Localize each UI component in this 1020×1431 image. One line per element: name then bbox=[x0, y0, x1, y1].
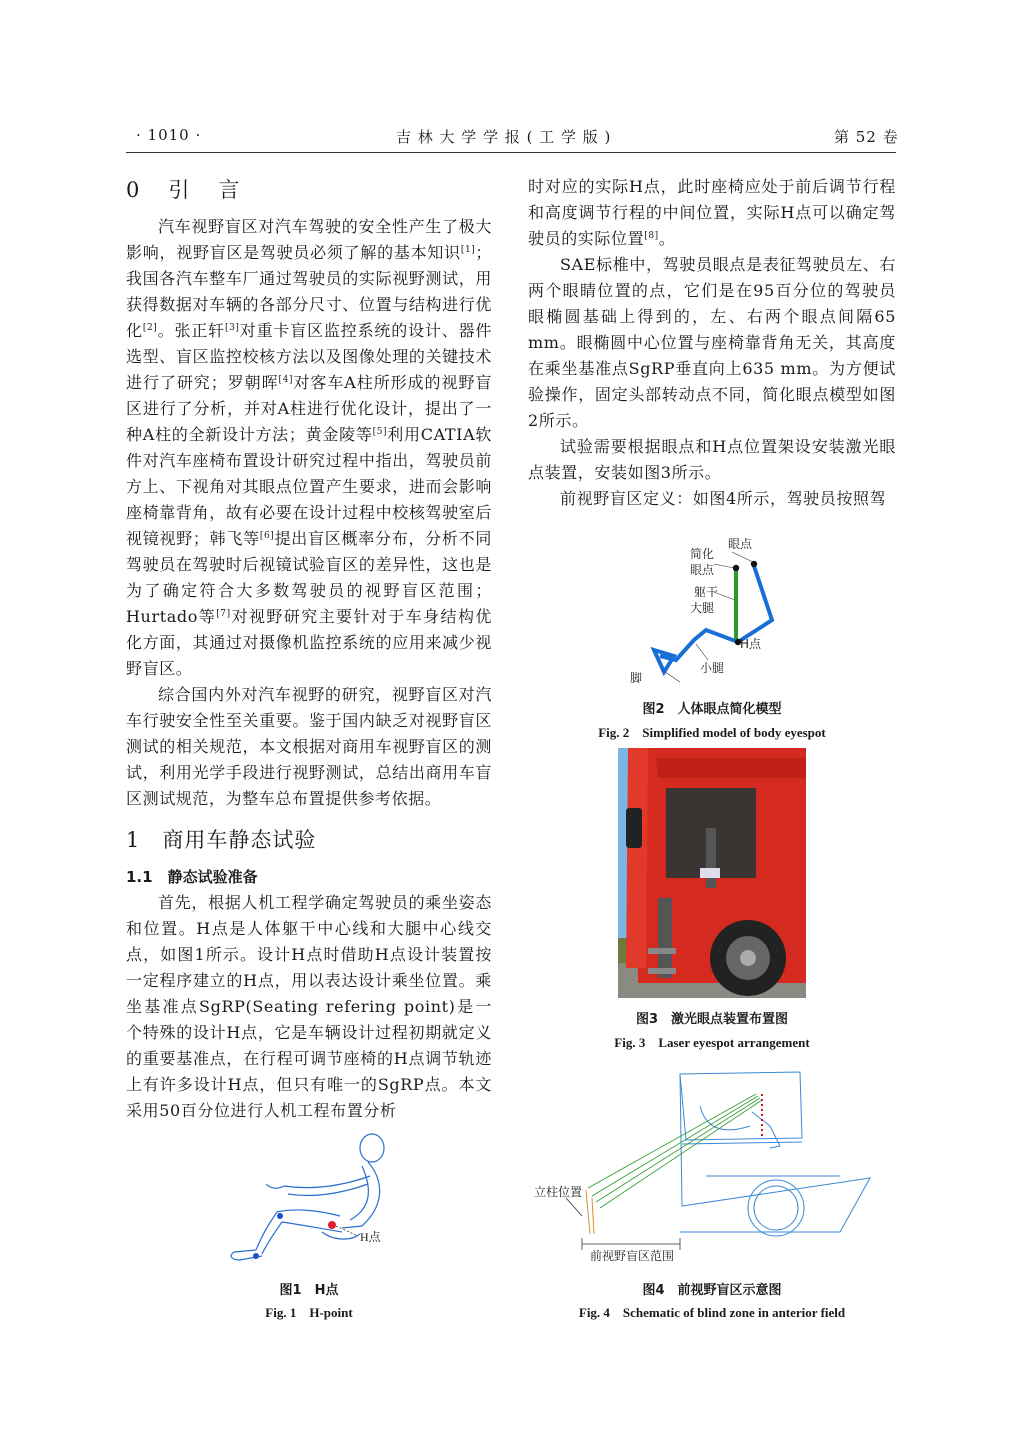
section-heading-intro: 0 引 言 bbox=[126, 178, 244, 202]
page-number: · 1010 · bbox=[136, 126, 202, 144]
figure-3-truck-photo bbox=[618, 748, 806, 998]
header-rule bbox=[126, 152, 896, 153]
figure-1-knee-marker bbox=[277, 1213, 283, 1219]
figure-2-caption-cn: 图2 人体眼点简化模型 bbox=[642, 702, 782, 717]
figure-4-blind-zone bbox=[530, 1066, 880, 1266]
figure-2-label-simple-1: 简化 bbox=[690, 547, 715, 561]
figure-2-foot-shape bbox=[654, 650, 674, 672]
right-paragraph-1: 时对应的实际H点，此时座椅应处于前后调节行程和高度调节行程的中间位置，实际H点可以确定驾驶员的实际位置[8]。 bbox=[528, 177, 896, 248]
figure-4-label-pillar: 立柱位置 bbox=[534, 1185, 583, 1199]
subsection-heading-1-1: 1.1 静态试验准备 bbox=[126, 868, 258, 886]
figure-1-h-point-marker bbox=[328, 1221, 336, 1229]
figure-3-caption-en: Fig. 3 Laser eyespot arrangement bbox=[614, 1035, 810, 1050]
figure-2-eye bbox=[751, 561, 757, 567]
figure-2-label-thigh: 大腿 bbox=[690, 601, 715, 615]
right-paragraph-2: SAE标椎中，驾驶员眼点是表征驾驶员左、右两个眼睛位置的点，它们是在95百分位的驾驶员眼椭圆基础上得到的，左、右两个眼点间隔65 mm。眼椭圆中心位置与座椅靠背角无关，其高度在乘坐基准点SgRP垂直向上635 mm。为方便试验操作，固定头部转动点不同，简化眼点模型如图2所示。 bbox=[528, 255, 896, 430]
figure-1-caption-cn: 图1 H点 bbox=[279, 1283, 339, 1298]
figure-3-caption-cn: 图3 激光眼点装置布置图 bbox=[635, 1012, 789, 1027]
volume-number: 第 52 卷 bbox=[834, 128, 899, 146]
journal-title: 吉 林 大 学 学 报 ( 工 学 版 ) bbox=[396, 128, 612, 146]
figure-1-caption-en: Fig. 1 H-point bbox=[265, 1305, 353, 1320]
figure-2-label-eye: 眼点 bbox=[728, 537, 753, 551]
figure-1-thigh bbox=[277, 1210, 340, 1216]
intro-paragraph-2: 综合国内外对汽车视野的研究，视野盲区对汽车行驶安全性至关重要。鉴于国内缺乏对视野盲区测试的相关规范，本文根据对商用车视野盲区的测试，利用光学手段进行视野测试，总结出商用车盲区测试规范，为整车总布置提供参考依据。 bbox=[126, 685, 492, 808]
static-paragraph-1: 首先，根据人机工程学确定驾驶员的乘坐姿态和位置。H点是人体躯干中心线和大腿中心线交点，如图1所示。设计H点时借助H点设计装置按一定程序建立的H点，用以表达设计乘坐位置。乘坐基准点SgRP(Seating refering point)是一个特殊的设计H点，它是车辆设计过程初期就定义的重要基准点，在行程可调节座椅的H点调节轨迹上有许多设计H点，但只有唯一的SgRP点。本文采用50百分位进行人机工程布置分析 bbox=[126, 893, 492, 1120]
figure-1-seat bbox=[322, 1232, 360, 1239]
figure-1-label-h: H点 bbox=[360, 1230, 381, 1244]
figure-1-hpoint bbox=[222, 1128, 422, 1268]
figure-2-label-shank: 小腿 bbox=[700, 661, 725, 675]
figure-4-sight-line-1 bbox=[588, 1094, 756, 1188]
figure-4-caption-en: Fig. 4 Schematic of blind zone in anterior field bbox=[578, 1305, 846, 1320]
right-paragraph-4: 前视野盲区定义：如图4所示，驾驶员按照驾 bbox=[560, 489, 887, 508]
figure-2-caption-en: Fig. 2 Simplified model of body eyespot bbox=[598, 725, 826, 740]
figure-2-label-h: H点 bbox=[740, 637, 762, 651]
figure-4-pillar bbox=[586, 1190, 590, 1234]
figure-3-open-door bbox=[626, 748, 648, 968]
figure-2-label-foot: 脚 bbox=[630, 671, 643, 685]
left-column-intro bbox=[126, 214, 492, 812]
intro-paragraph-1: 汽车视野盲区对汽车驾驶的安全性产生了极大影响，视野盲区是驾驶员必须了解的基本知识[1]；我国各汽车整车厂通过驾驶员的实际视野测试，用获得数据对车辆的各部分尺寸、位置与结构进行优化[2]。张正轩[3]对重卡盲区监控系统的设计、器件选型、盲区监控校核方法以及图像处理的关键技术进行了研究；罗朝晖[4]对客车A柱所形成的视野盲区进行了分析，并对A柱进行优化设计，提出了一种A柱的全新设计方法；黄金陵等[5]利用CATIA软件对汽车座椅布置设计研究过程中指出，驾驶员前方上、下视角对其眼点位置产生要求，进而会影响座椅靠背角，故有必要在设计过程中校核驾驶室后视镜视野；韩飞等[6]提出盲区概率分布，分析不同驾驶员在驾驶时后视镜试验盲区的差异性，这也是为了确定符合大多数驾驶员的视野盲区范围；Hurtado等[7]对视野研究主要针对于车身结构优化方面，其通过对摄像机监控系统的应用来减少视野盲区。 bbox=[126, 217, 492, 678]
figure-1-ankle-marker bbox=[253, 1253, 259, 1259]
figure-4-label-zone: 前视野盲区范围 bbox=[590, 1249, 675, 1263]
figure-4-wheel bbox=[748, 1180, 804, 1236]
figure-1-torso bbox=[342, 1162, 380, 1228]
figure-2-eyespot-model bbox=[616, 530, 806, 690]
figure-4-caption-cn: 图4 前视野盲区示意图 bbox=[642, 1283, 782, 1298]
right-column-text bbox=[528, 174, 896, 512]
section-heading-1: 1 商用车静态试验 bbox=[126, 828, 317, 852]
right-paragraph-3: 试验需要根据眼点和H点位置架设安装激光眼点装置，安装如图3所示。 bbox=[528, 437, 896, 482]
figure-2-back-line bbox=[738, 566, 772, 642]
left-column-static bbox=[126, 890, 492, 1124]
figure-2-label-torso: 躯干 bbox=[694, 585, 719, 599]
figure-2-label-simple-2: 眼点 bbox=[690, 563, 715, 577]
figure-1-head bbox=[360, 1134, 384, 1162]
figure-1-arm bbox=[266, 1176, 370, 1188]
